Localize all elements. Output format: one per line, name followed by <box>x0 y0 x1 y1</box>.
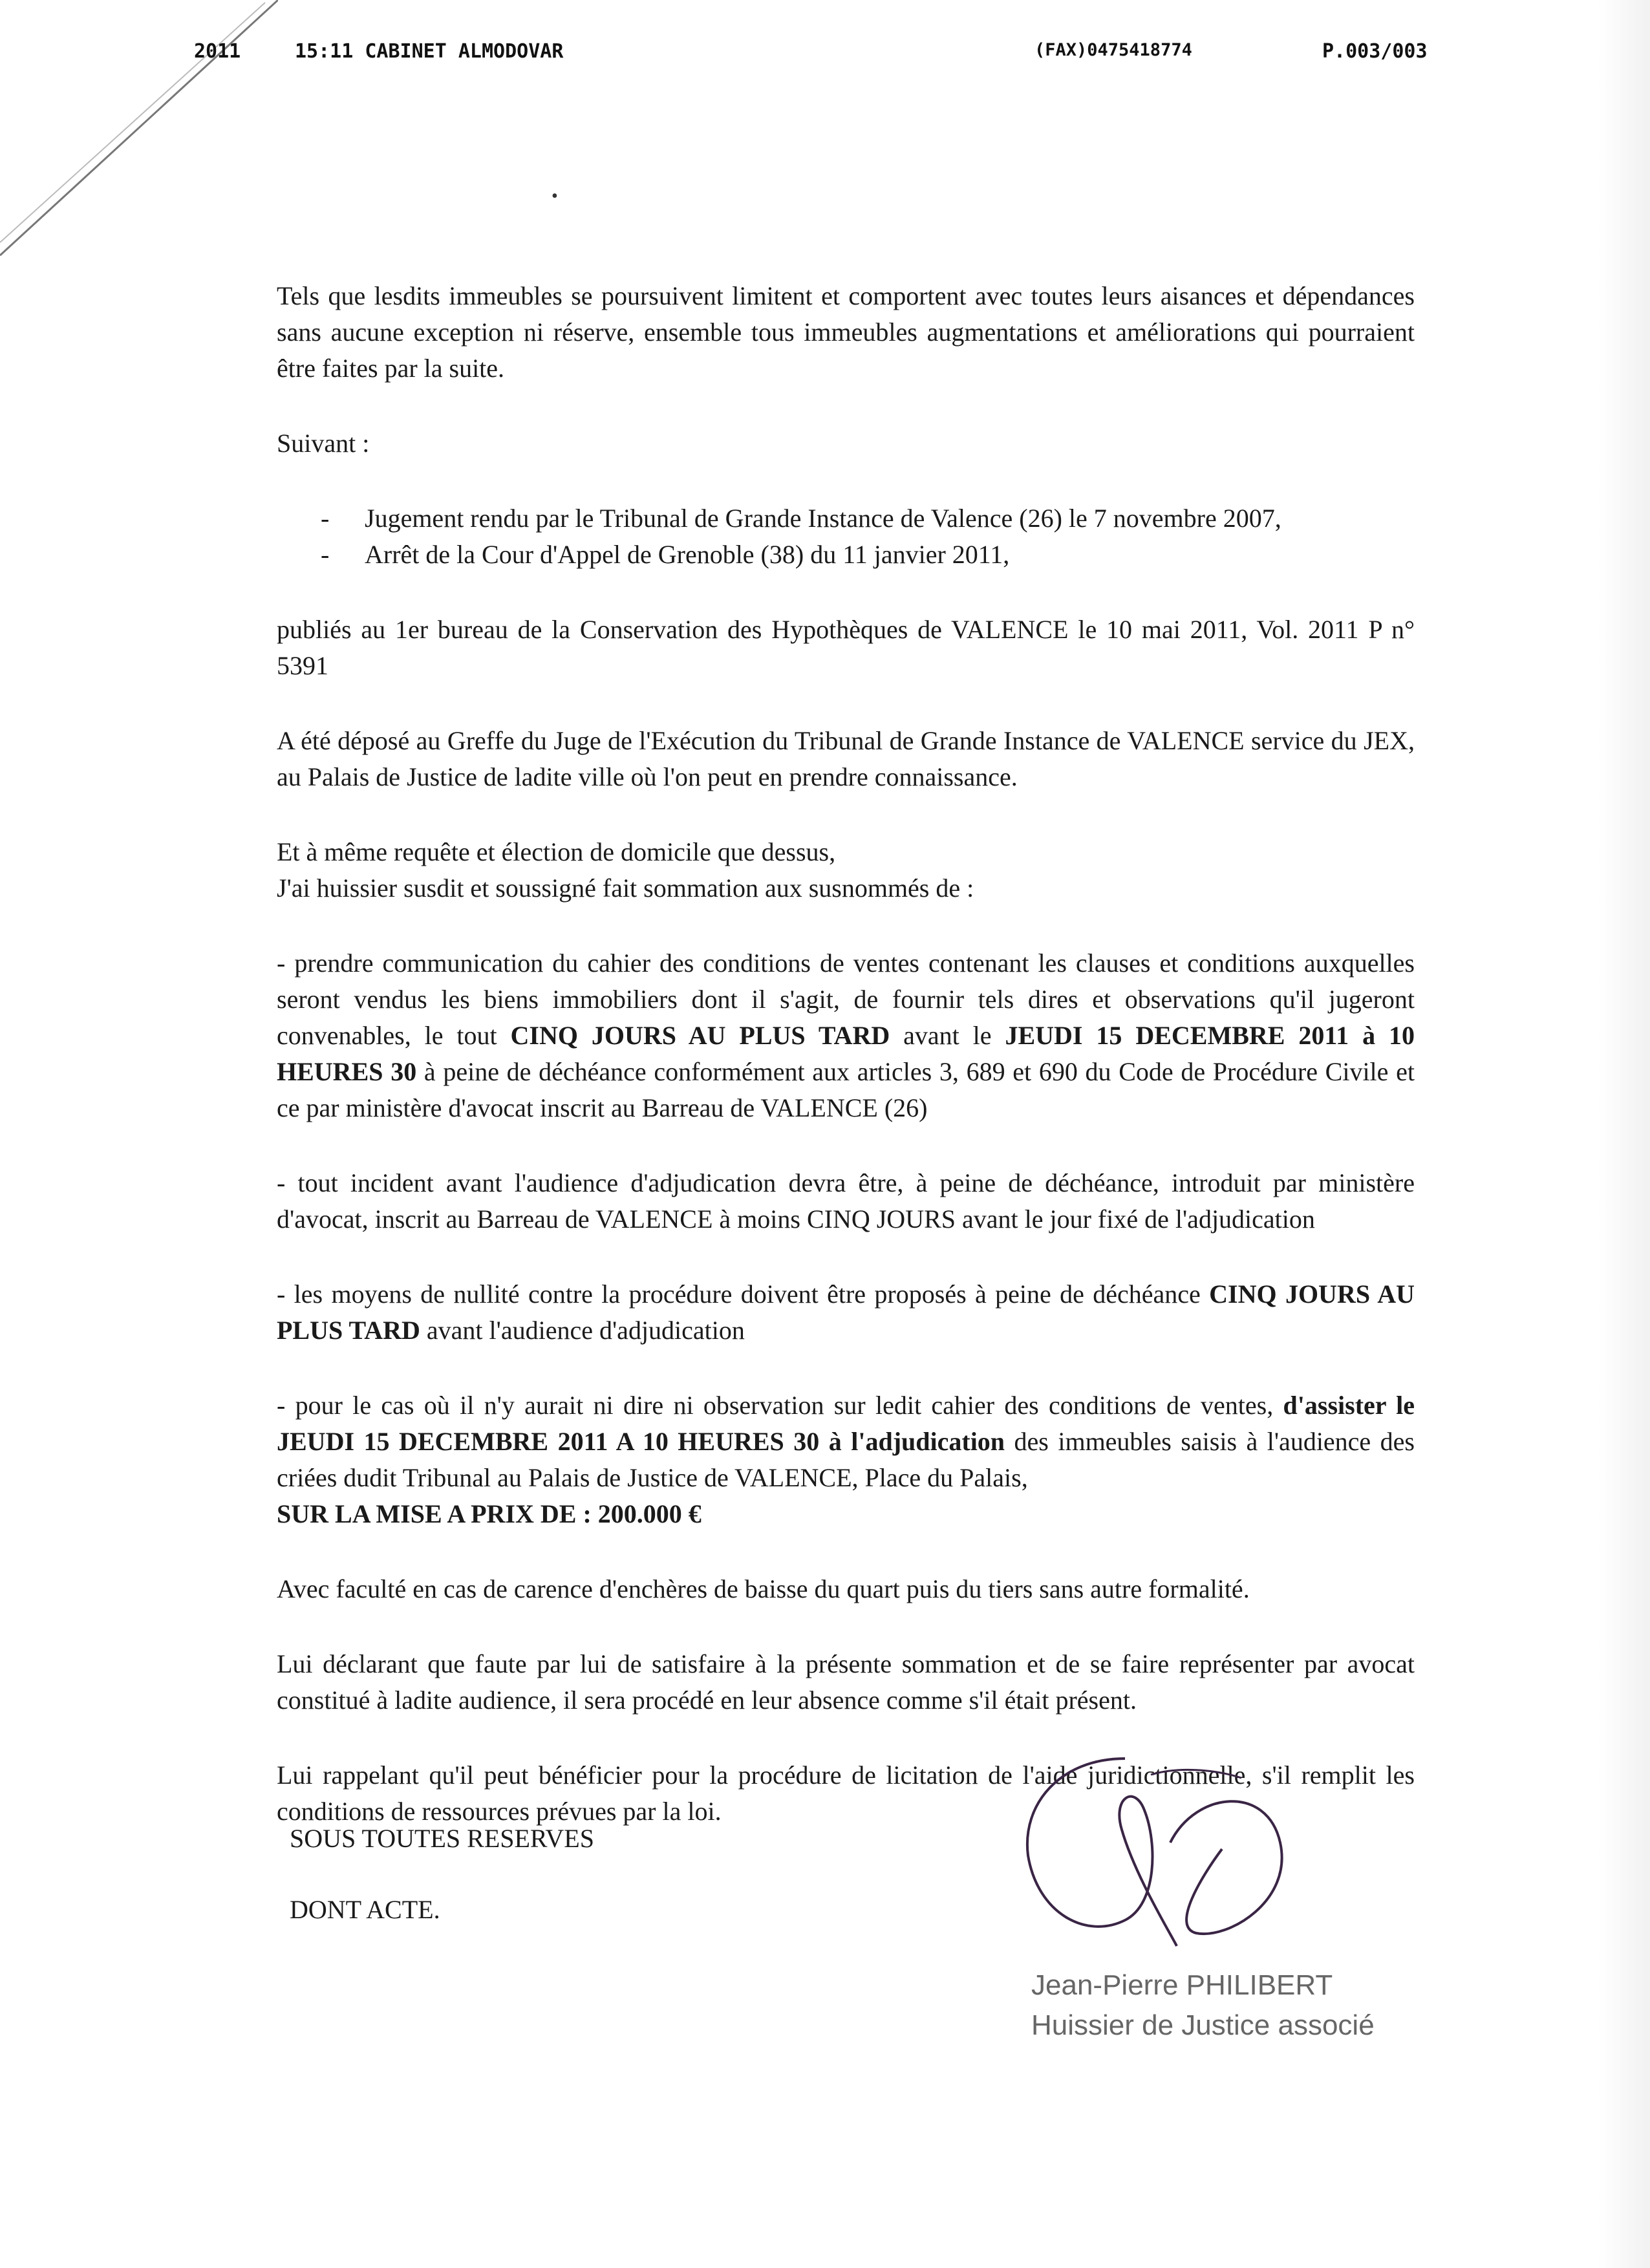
item4-bold-hearing: d'assister le JEUDI 15 DECEMBRE 2011 A 10 HEURES 30 à l'adjudication <box>277 1391 1415 1456</box>
decisions-list <box>277 500 1415 573</box>
item4-bold-price: SUR LA MISE A PRIX DE : 200.000 € <box>277 1499 702 1528</box>
fax-header <box>0 40 1650 79</box>
item3-text: avant l'audience d'adjudication <box>420 1316 745 1345</box>
fax-date: 2011 <box>194 40 241 63</box>
requete-line-2: J'ai huissier susdit et soussigné fait sommation aux susnommés de : <box>277 873 974 903</box>
scan-right-edge <box>1598 0 1650 2268</box>
requete-paragraph <box>277 834 1415 906</box>
sommation-item-3 <box>277 1276 1415 1349</box>
decision-item: - Arrêt de la Cour d'Appel de Grenoble (38) du 11 janvier 2011, <box>277 537 1415 573</box>
item1-text: - prendre communication du cahier des conditions de ventes contenant les clauses et conditions auxquelles seront vendus les biens immobiliers dont il s'agit, de fournir tels dires et observations qu'il jugeront convenables, le tout <box>277 948 1415 1050</box>
item1-bold-date: JEUDI 15 DECEMBRE 2011 à 10 HEURES 30 <box>277 1021 1415 1086</box>
handwritten-signature <box>1009 1746 1319 1965</box>
sommation-item-4 <box>277 1387 1415 1532</box>
publication-paragraph: publiés au 1er bureau de la Conservation des Hypothèques de VALENCE le 10 mai 2011, Vol. 2011 P n° 5391 <box>277 615 1415 680</box>
depot-paragraph: A été déposé au Greffe du Juge de l'Exécution du Tribunal de Grande Instance de VALENCE service du JEX, au Palais de Justice de ladite ville où l'on peut en prendre connaissance. <box>277 726 1415 791</box>
closing-dont-acte: DONT ACTE. <box>290 1895 440 1924</box>
rappelant-paragraph: Lui rappelant qu'il peut bénéficier pour la procédure de licitation de l'aide juridictionnelle, s'il remplit les conditions de ressources prévues par la loi. <box>277 1760 1415 1826</box>
signer-name: Jean-Pierre PHILIBERT <box>1031 1969 1333 2001</box>
faculte-paragraph: Avec faculté en cas de carence d'enchères de baisse du quart puis du tiers sans autre formalité. <box>277 1574 1250 1603</box>
item3-text: - les moyens de nullité contre la procédure doivent être proposés à peine de déchéance <box>277 1279 1210 1309</box>
item1-text: avant le <box>890 1021 1005 1050</box>
scan-speck: • <box>552 186 558 206</box>
document-body <box>277 278 1415 1868</box>
signer-title: Huissier de Justice associé <box>1031 2009 1375 2041</box>
declarant-paragraph: Lui déclarant que faute par lui de satisfaire à la présente sommation et de se faire représenter par avocat constitué à ladite audience, il sera procédé en leur absence comme s'il était présent. <box>277 1649 1415 1715</box>
scan-fold-edge <box>0 0 278 259</box>
signer-block <box>1031 1965 1375 2046</box>
fax-time-sender: 15:11 CABINET ALMODOVAR <box>295 40 564 63</box>
sommation-item-1 <box>277 945 1415 1126</box>
item1-text: à peine de déchéance conformément aux articles 3, 689 et 690 du Code de Procédure Civile et ce par ministère d'avocat inscrit au Barreau de VALENCE (26) <box>277 1057 1415 1122</box>
closing-reserves: SOUS TOUTES RESERVES <box>290 1824 594 1853</box>
requete-line-1: Et à même requête et élection de domicile que dessus, <box>277 837 836 866</box>
suivant-label: Suivant : <box>277 429 370 458</box>
item4-text: - pour le cas où il n'y aurait ni dire ni observation sur ledit cahier des conditions de ventes, <box>277 1391 1283 1420</box>
fax-number: (FAX)0475418774 <box>1034 40 1192 60</box>
intro-paragraph: Tels que lesdits immeubles se poursuivent limitent et comportent avec toutes leurs aisances et dépendances sans aucune exception ni réserve, ensemble tous immeubles augmentations et améliorations qui pourraient être faites par la suite. <box>277 281 1415 383</box>
decision-item: - Jugement rendu par le Tribunal de Grande Instance de Valence (26) le 7 novembre 2007, <box>277 500 1415 537</box>
item1-bold-delay: CINQ JOURS AU PLUS TARD <box>510 1021 890 1050</box>
item4-text: des immeubles saisis à l'audience des criées dudit Tribunal au Palais de Justice de VALENCE, Place du Palais, <box>277 1427 1415 1492</box>
sommation-item-2: - tout incident avant l'audience d'adjudication devra être, à peine de déchéance, introduit par ministère d'avocat, inscrit au Barreau de VALENCE à moins CINQ JOURS avant le jour fixé de l'adjudication <box>277 1168 1415 1234</box>
fax-page-number: P.003/003 <box>1322 40 1428 63</box>
item3-bold-delay: CINQ JOURS AU PLUS TARD <box>277 1279 1415 1345</box>
